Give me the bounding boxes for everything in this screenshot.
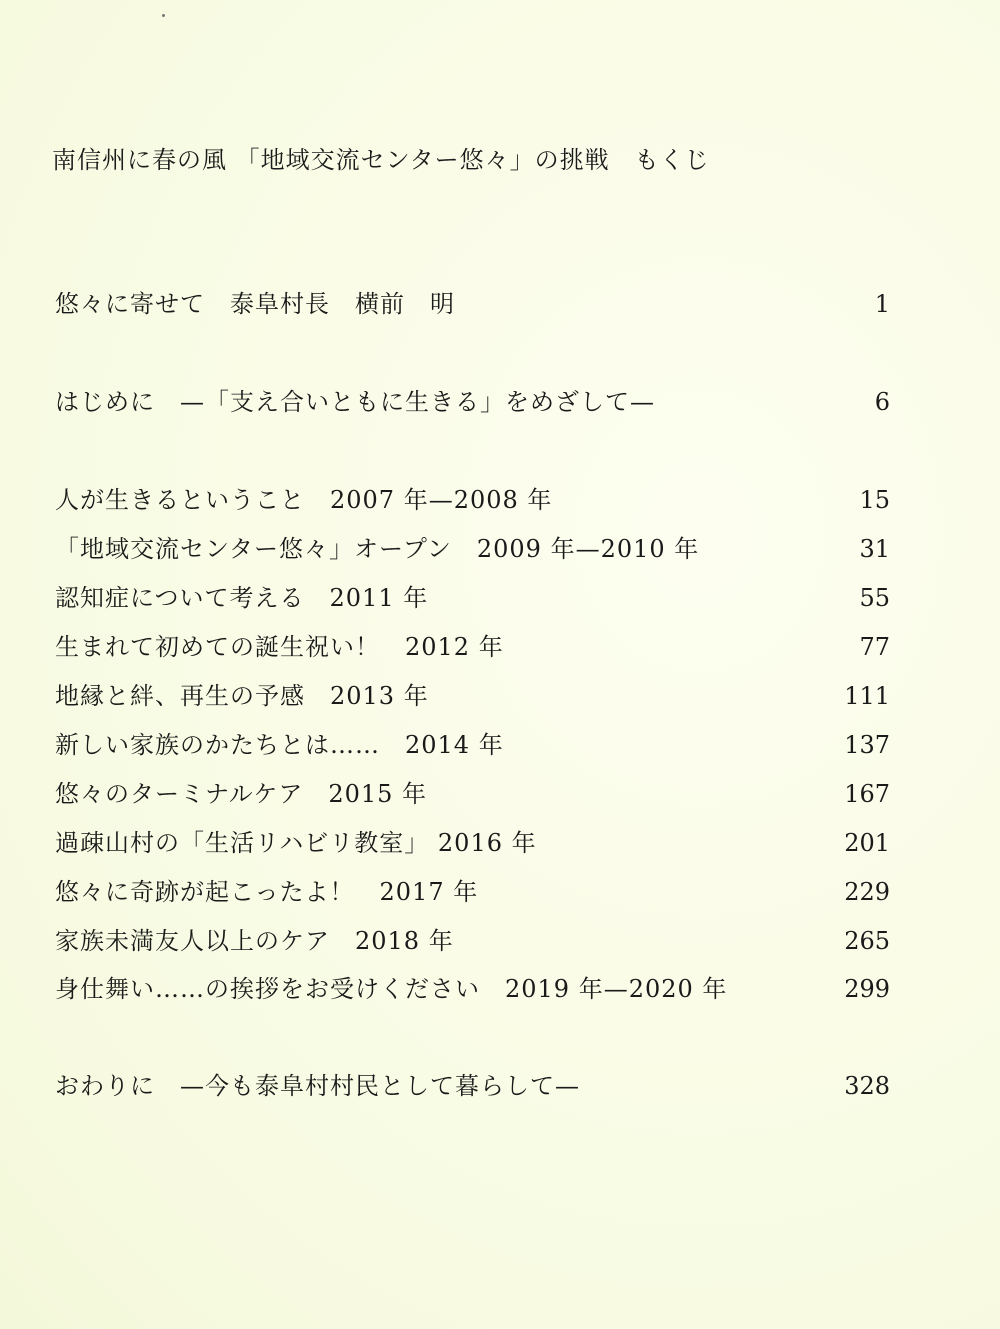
toc-entry	[55, 729, 890, 761]
toc-entry	[55, 680, 890, 712]
toc-entry-page: 1	[874, 290, 890, 318]
toc-entry	[55, 386, 890, 418]
paper-speck	[162, 14, 165, 17]
toc-entry-label: 悠々のターミナルケア 2015 年	[55, 780, 428, 808]
toc-entry	[55, 876, 890, 908]
toc-entry-page: 77	[859, 633, 890, 661]
toc-entry-label: 生まれて初めての誕生祝い！ 2012 年	[55, 633, 504, 661]
toc-entry	[55, 288, 890, 320]
toc-entry-label: 悠々に寄せて 泰阜村長 横前 明	[55, 290, 455, 318]
toc-entry-label: おわりに —今も泰阜村村民として暮らして—	[55, 1072, 580, 1100]
toc-entry-label: 認知症について考える 2011 年	[55, 584, 429, 612]
toc-entry	[55, 1070, 890, 1102]
toc-entry-label: 家族未満友人以上のケア 2018 年	[55, 927, 454, 955]
toc-entry-page: 15	[859, 486, 890, 514]
toc-entry-label: 過疎山村の「生活リハビリ教室」 2016 年	[55, 829, 537, 857]
toc-entry-page: 55	[859, 584, 890, 612]
toc-entry-label: 悠々に奇跡が起こったよ！ 2017 年	[55, 878, 479, 906]
toc-entry	[55, 484, 890, 516]
toc-entry	[55, 925, 890, 957]
toc-entry	[55, 631, 890, 663]
toc-entry	[55, 827, 890, 859]
toc-entry-label: 新しい家族のかたちとは…… 2014 年	[55, 731, 504, 759]
toc-entry-page: 111	[844, 682, 890, 710]
toc-entry-page: 328	[844, 1072, 890, 1100]
toc-title: 南信州に春の風 「地域交流センター悠々」の挑戦 もくじ	[52, 146, 710, 174]
toc-entry-label: 「地域交流センター悠々」オープン 2009 年—2010 年	[55, 535, 700, 563]
toc-entry	[55, 533, 890, 565]
toc-entry-page: 265	[844, 927, 890, 955]
toc-entry-label: 地縁と絆、再生の予感 2013 年	[55, 682, 429, 710]
toc-entry-page: 167	[844, 780, 890, 808]
toc-entry-page: 201	[844, 829, 890, 857]
toc-entry-label: 身仕舞い……の挨拶をお受けください 2019 年—2020 年	[55, 975, 728, 1003]
toc-entry-page: 299	[844, 975, 890, 1003]
toc-entry-page: 137	[844, 731, 890, 759]
toc-entry-label: 人が生きるということ 2007 年—2008 年	[55, 486, 553, 514]
toc-entry-label: はじめに —「支え合いともに生きる」をめざして—	[55, 388, 655, 416]
toc-entry-page: 6	[874, 388, 890, 416]
toc-entry	[55, 973, 890, 1005]
toc-entry-page: 31	[859, 535, 890, 563]
toc-entry	[55, 582, 890, 614]
toc-entry	[55, 778, 890, 810]
toc-entry-page: 229	[844, 878, 890, 906]
